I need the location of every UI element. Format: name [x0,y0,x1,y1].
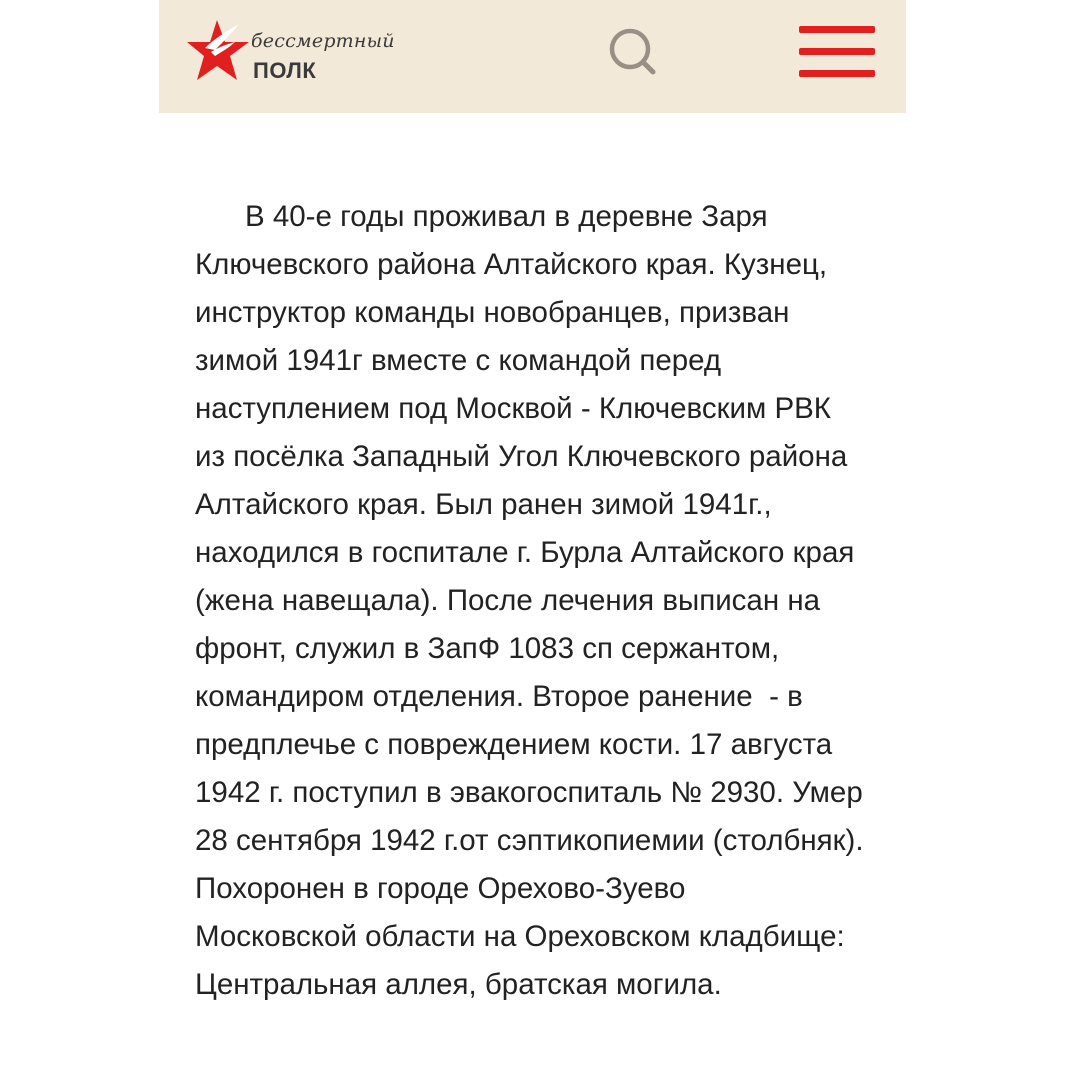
logo-script-text: бессмертный [251,30,395,52]
article-content [195,193,885,1009]
hamburger-menu-button[interactable] [799,24,877,80]
menu-bar-icon [799,48,875,55]
menu-bar-icon [799,70,875,77]
site-header [159,0,906,113]
menu-bar-icon [799,26,875,33]
search-icon [607,26,659,78]
search-button[interactable] [607,26,659,78]
logo[interactable] [187,18,395,88]
biography-text: В 40-е годы проживал в деревне Заря Ключевского района Алтайского края. Кузнец, инструктор команды новобранцев, призван зимой 1941г вместе с командой перед наступлением под Москвой - Ключевским РВК из посёлка Западный Угол Ключевского района Алтайского края. Был ранен зимой 1941г., находился в госпитале г. Бурла Алтайского края (жена навещала). После лечения выписан на фронт, служил в ЗапФ 1083 сп сержантом, командиром отделения. Второе ранение - в предплечье с повреждением кости. 17 августа 1942 г. поступил в эвакогоспиталь № 2930. Умер 28 сентября 1942 г.от сэптикопиемии (столбняк). Похоронен в городе Орехово-Зуево Московской области на Ореховском кладбище: Центральная аллея, братская могила. [195,200,864,1001]
logo-bold-text: ПОЛК [253,58,317,83]
red-star-icon [187,18,251,84]
